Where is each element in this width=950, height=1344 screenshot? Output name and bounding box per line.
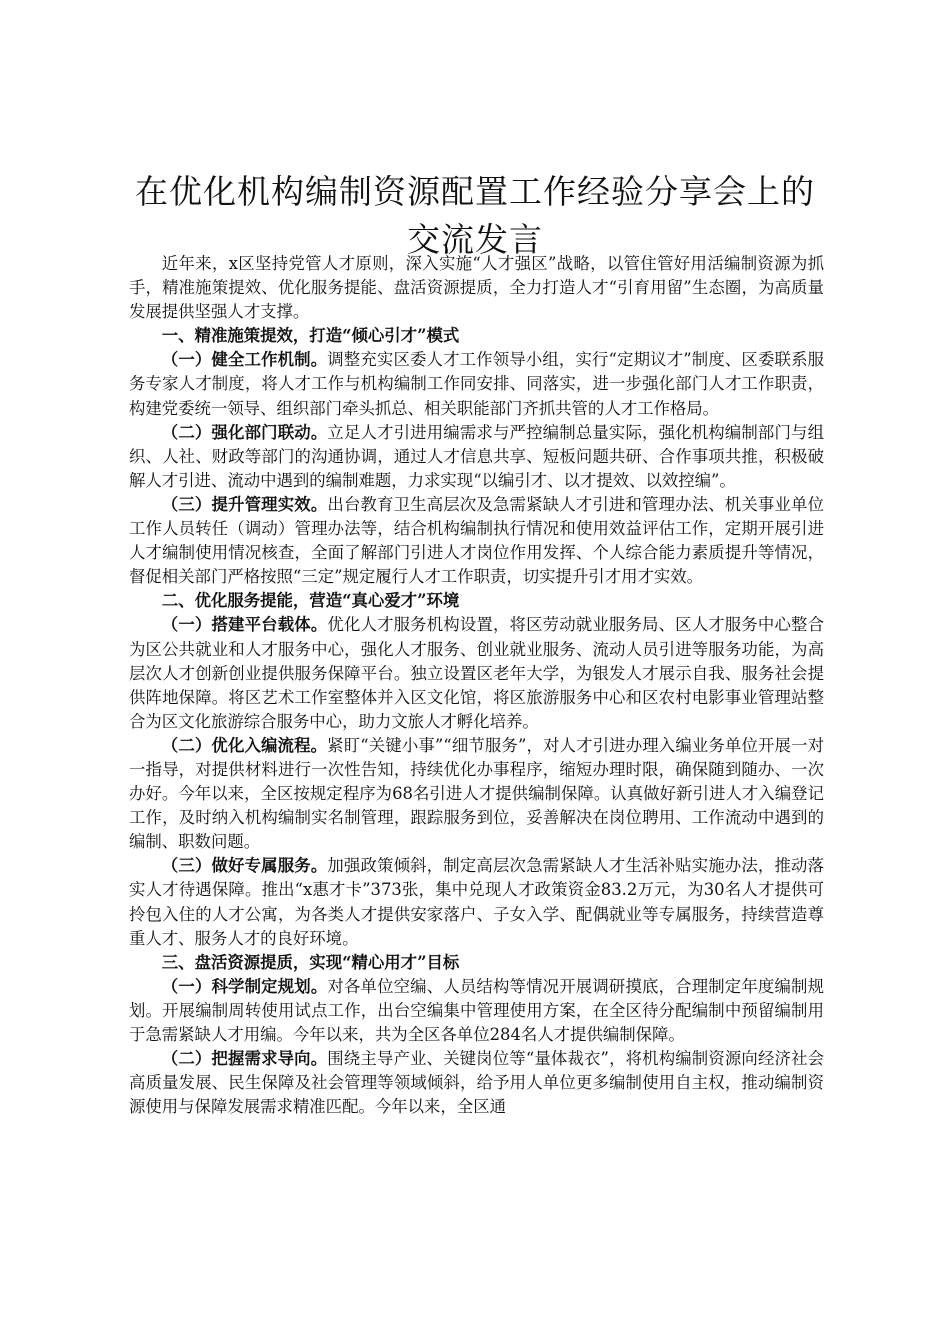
- paragraph-text: 优化人才服务机构设置，将区劳动就业服务局、区人才服务中心整合为区公共就业和人才服务中心，强化人才服务、创业就业服务、流动人员引进等服务功能，为高层次人才创新创业提供服务保障平台。独立设置区老年大学，为银发人才展示自我、服务社会提供阵地保障。将区艺术工作室整体并入区文化馆，将区旅游服务中心和区农村电影事业管理站整合为区文化旅游综合服务中心，助力文旅人才孵化培养。: [129, 615, 824, 731]
- section-heading-1: 一、精准施策提效，打造“倾心引才”模式: [161, 326, 460, 346]
- paragraph-lead: （三）做好专属服务。: [161, 856, 328, 876]
- paragraph-2-1: [129, 613, 824, 733]
- paragraph-lead: （二）把握需求导向。: [161, 1049, 328, 1069]
- paragraph-lead: （二）强化部门联动。: [161, 422, 328, 442]
- paragraph-text: 围绕主导产业、关键岗位等“量体裁衣”，将机构编制资源向经济社会高质量发展、民生保障及社会管理等领域倾斜，给予用人单位更多编制使用自主权，推动编制资源使用与保障发展需求精准匹配。今年以来，全区通: [129, 1049, 825, 1117]
- document-body: [129, 252, 824, 1119]
- paragraph-lead: （一）科学制定规划。: [161, 976, 328, 996]
- paragraph-text: 立足人才引进用编需求与严控编制总量实际，强化机构编制部门与组织、人社、财政等部门的沟通协调，通过人才信息共享、短板问题共研、合作事项共推，积极破解人才引进、流动中遇到的编制难题，力求实现“以编引才、以才提效、以效控编”。: [129, 422, 824, 490]
- intro-paragraph: 近年来，x区坚持党管人才原则，深入实施“人才强区”战略，以管住管好用活编制资源为抓手，精准施策提效、优化服务提能、盘活资源提质，全力打造人才“引育用留”生态圈，为高质量发展提供坚强人才支撑。: [129, 254, 824, 322]
- title-line-2: 交流发言: [407, 220, 543, 259]
- paragraph-text: 紧盯“关键小事”“细节服务”，对人才引进办理入编业务单位开展一对一指导，对提供材料进行一次性告知，持续优化办事程序，缩短办理时限，确保随到随办、一次办好。今年以来，全区按规定程序为68名引进人才提供编制保障。认真做好新引进人才入编登记工作，及时纳入机构编制实名制管理，跟踪服务到位，妥善解决在岗位聘用、工作流动中遇到的编制、职数问题。: [129, 735, 824, 852]
- paragraph-lead: （三）提升管理实效。: [161, 494, 328, 514]
- paragraph-lead: （二）优化入编流程。: [161, 735, 328, 755]
- paragraph-text: 加强政策倾斜，制定高层次急需紧缺人才生活补贴实施办法，推动落实人才待遇保障。推出“x惠才卡”373张，集中兑现人才政策资金83.2万元，为30名人才提供可拎包入住的人才公寓，为各类人才提供安家落户、子女入学、配偶就业等专属服务，持续营造尊重人才、服务人才的良好环境。: [129, 856, 824, 948]
- paragraph-2-2: [129, 734, 824, 854]
- paragraph-2-3: [129, 854, 824, 950]
- document-title: [100, 168, 850, 264]
- paragraph-lead: （一）搭建平台载体。: [161, 615, 328, 635]
- paragraph-text: 对各单位空编、人员结构等情况开展调研摸底，合理制定年度编制规划。开展编制周转使用试点工作，出台空编集中管理使用方案，在全区待分配编制中预留编制用于急需紧缺人才用编。今年以来，共为全区各单位284名人才提供编制保障。: [129, 976, 824, 1044]
- paragraph-text: 出台教育卫生高层次及急需紧缺人才引进和管理办法、机关事业单位工作人员转任（调动）管理办法等，结合机构编制执行情况和使用效益评估工作，定期开展引进人才编制使用情况核查，全面了解部门引进人才岗位作用发挥、个人综合能力素质提升等情况，督促相关部门严格按照“三定”规定履行人才工作职责，切实提升引才用才实效。: [129, 494, 824, 587]
- paragraph-1-2: [129, 421, 824, 493]
- paragraph-1-3: [129, 493, 824, 589]
- paragraph-3-2: [129, 1047, 824, 1119]
- section-heading-2: 二、优化服务提能，营造“真心爱才”环境: [161, 591, 460, 611]
- paragraph-3-1: [129, 975, 824, 1047]
- paragraph-1-1: [129, 348, 824, 420]
- title-line-1: 在优化机构编制资源配置工作经验分享会上的: [135, 172, 815, 211]
- paragraph-lead: （一）健全工作机制。: [161, 350, 328, 370]
- section-heading-3: 三、盘活资源提质，实现“精心用才”目标: [161, 952, 460, 972]
- paragraph-text: 调整充实区委人才工作领导小组，实行“定期议才”制度、区委联系服务专家人才制度，将人才工作与机构编制工作同安排、同落实，进一步强化部门人才工作职责，构建党委统一领导、组织部门牵头抓总、相关职能部门齐抓共管的人才工作格局。: [129, 350, 825, 418]
